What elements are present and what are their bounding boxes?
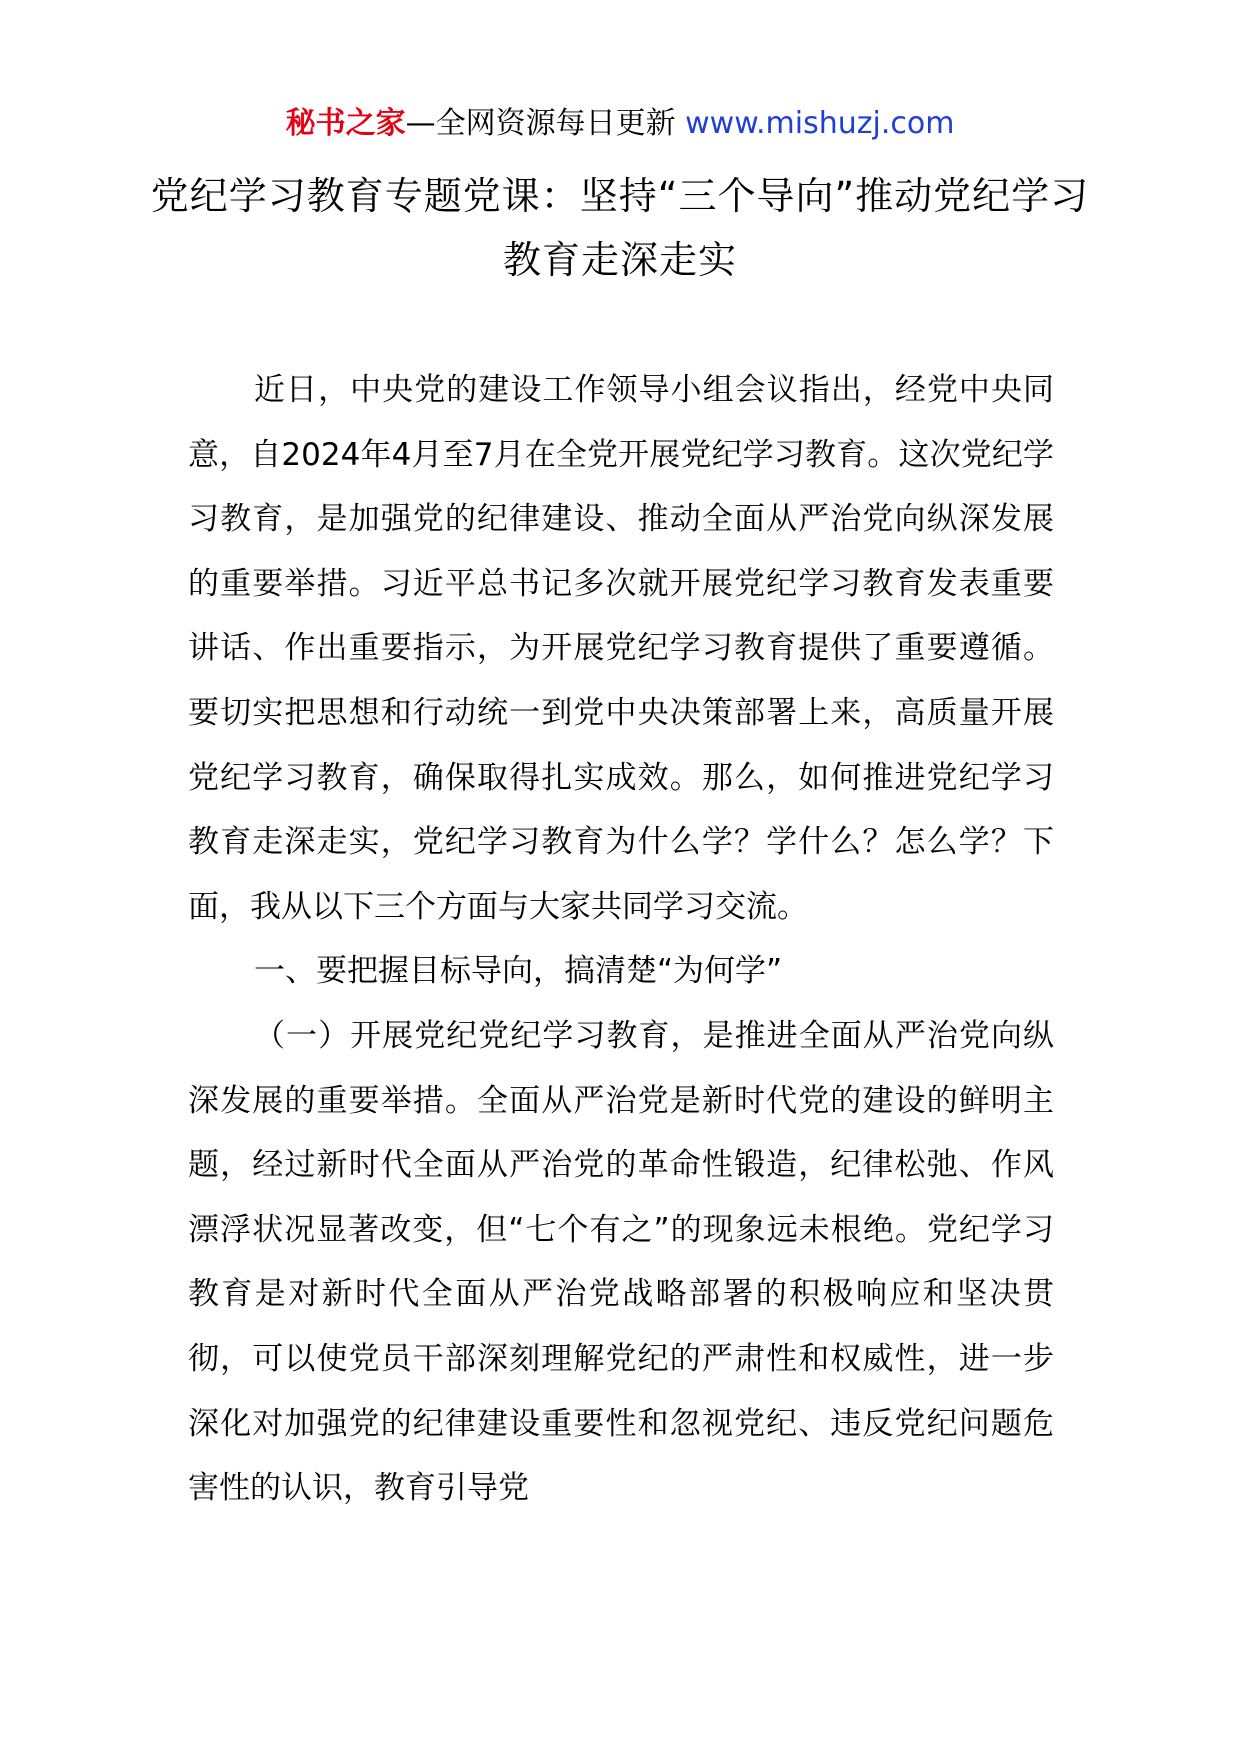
banner-slogan: —全网资源每日更新: [405, 106, 676, 141]
document-title: 党纪学习教育专题党课：坚持“三个导向”推动党纪学习教育走深走实: [150, 174, 1090, 282]
paragraph-section-1-1: （一）开展党纪党纪学习教育，是推进全面从严治党向纵深发展的重要举措。全面从严治党是新时代党的建设的鲜明主题，经过新时代全面从严治党的革命性锻造，纪律松弛、作风漂浮状况显著改变，但“七个有之”的现象远未根绝。党纪学习教育是对新时代全面从严治党战略部署的积极响应和坚决贯彻，可以使党员干部深刻理解党纪的严肃性和权威性，进一步深化对加强党的纪律建设重要性和忽视党纪、违反党纪问题危害性的认识，教育引导党: [188, 1017, 1054, 1507]
section-heading-1: 一、要把握目标导向，搞清楚“为何学”: [254, 953, 783, 990]
banner-url: www.mishuzj.com: [685, 106, 955, 141]
paragraph-intro: 近日，中央党的建设工作领导小组会议指出，经党中央同意，自2024年4月至7月在全党开展党纪学习教育。这次党纪学习教育，是加强党的纪律建设、推动全面从严治党向纵深发展的重要举措。习近平总书记多次就开展党纪学习教育发表重要讲话、作出重要指示，为开展党纪学习教育提供了重要遵循。要切实把思想和行动统一到党中央决策部署上来，高质量开展党纪学习教育，确保取得扎实成效。那么，如何推进党纪学习教育走深走实，党纪学习教育为什么学？学什么？怎么学？下面，我从以下三个方面与大家共同学习交流。: [188, 372, 1054, 925]
document-body: [188, 358, 1054, 1521]
banner-brand: 秘书之家: [285, 106, 406, 141]
watermark-banner: [0, 102, 1240, 146]
